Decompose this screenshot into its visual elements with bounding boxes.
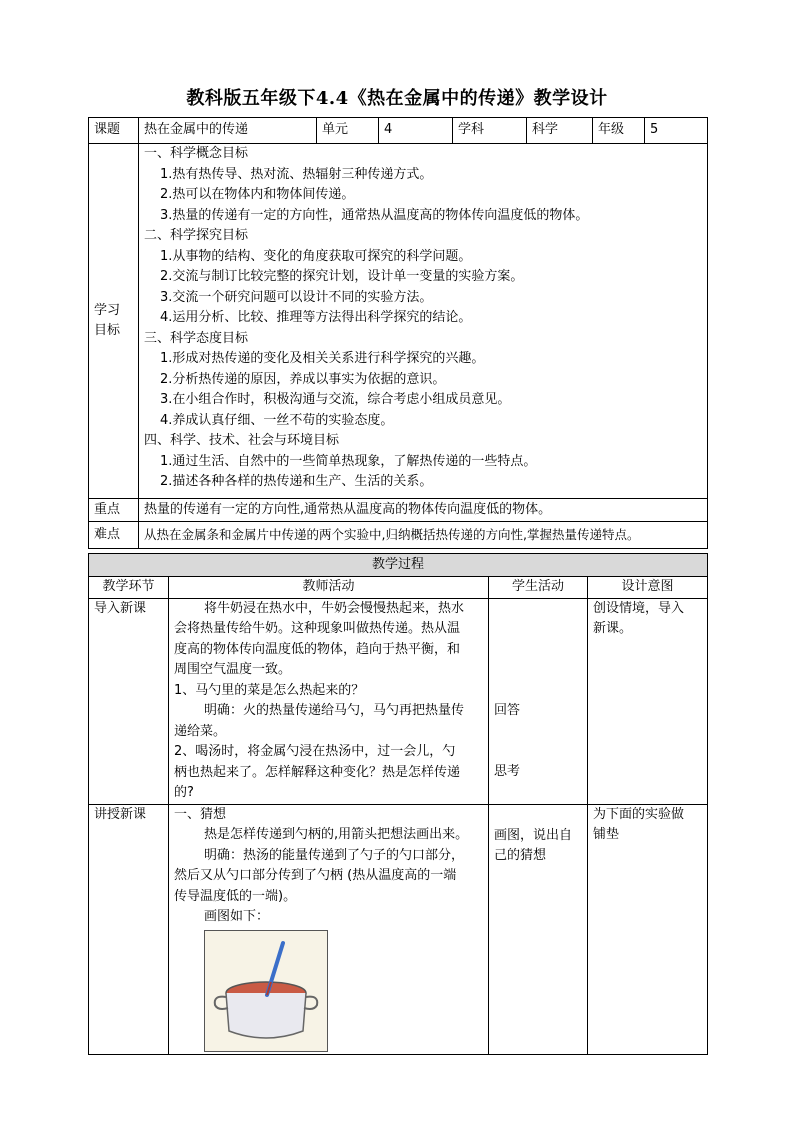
unit-label: 单元 — [317, 118, 379, 144]
intro-teacher-line: 递给菜。 — [174, 723, 227, 739]
subject-value: 科学 — [527, 118, 593, 144]
goals-cell-line: 4.运用分析、比较、推理等方法得出科学探究的结论。 — [160, 310, 472, 325]
lecture-student-line-2: 己的猜想 — [494, 848, 547, 863]
lecture-teacher-line: 然后又从勺口部分传到了勺柄 (热从温度高的一端 — [174, 868, 457, 883]
intro-intent-line-1: 创设情境，导入 — [593, 600, 685, 616]
col-student: 学生活动 — [489, 577, 588, 599]
key-value: 热量的传递有一定的方向性,通常热从温度高的物体传向温度低的物体。 — [139, 499, 708, 522]
intro-teacher-line: 度高的物体传向温度低的物体，趋向于热平衡，和 — [174, 641, 461, 657]
intro-teacher-line: 2、喝汤时，将金属勺浸在热汤中，过一会儿，勺 — [174, 744, 456, 759]
goals-cell-line: 2.描述各种各样的热传递和生产、生活的关系。 — [160, 474, 433, 489]
lecture-intent-line-2: 铺垫 — [593, 827, 620, 842]
goals-cell-line: 三、科学态度目标 — [144, 330, 249, 346]
intro-teacher-line: 柄也热起来了。怎样解释这种变化？热是怎样传递 — [174, 764, 461, 780]
page-title: 教科版五年级下4.4《热在金属中的传递》教学设计 — [186, 88, 608, 109]
teaching-process-table — [88, 553, 708, 1055]
goals-label — [89, 144, 139, 499]
goals-cell-line: 2.交流与制订比较完整的探究计划，设计单一变量的实验方案。 — [160, 269, 524, 284]
goals-cell-line: 4.养成认真仔细、一丝不苟的实验态度。 — [160, 412, 394, 428]
grade-value: 5 — [645, 118, 708, 144]
intro-teacher-activity — [169, 598, 489, 804]
intro-teacher-line: 将牛奶浸在热水中，牛奶会慢慢热起来，热水 — [204, 600, 465, 616]
difficulty-label: 难点 — [89, 522, 139, 549]
goals-cell-line: 3.在小组合作时，积极沟通与交流，综合考虑小组成员意见。 — [160, 392, 511, 407]
intro-teacher-line: 的? — [174, 785, 194, 800]
goals-cell-line: 四、科学、技术、社会与环境目标 — [144, 433, 340, 448]
lesson-label: 课题 — [89, 118, 139, 144]
lecture-student-line-1: 画图，说出自 — [494, 827, 573, 843]
goals-cell-line: 1.热有热传导、热对流、热辐射三种传递方式。 — [160, 166, 433, 182]
unit-value: 4 — [379, 118, 453, 144]
goals-content — [139, 144, 708, 499]
goals-cell-line: 2.热可以在物体内和物体间传递。 — [160, 187, 355, 202]
lecture-teacher-activity — [169, 804, 489, 1054]
grade-label: 年级 — [593, 118, 645, 144]
goals-cell-line: 2.分析热传递的原因，养成以事实为依据的意识。 — [160, 371, 446, 387]
lecture-stage: 讲授新课 — [89, 804, 169, 1054]
lecture-teacher-lines — [174, 805, 483, 928]
goals-cell-line: 1.从事物的结构、变化的角度获取可探究的科学问题。 — [160, 248, 472, 264]
lesson-value: 热在金属中的传递 — [139, 118, 317, 144]
lecture-teacher-line: 画图如下： — [204, 909, 270, 924]
col-teacher: 教师活动 — [169, 577, 489, 599]
goals-cell-line: 二、科学探究目标 — [144, 228, 249, 243]
goals-label-line-2: 目标 — [94, 323, 121, 338]
difficulty-value: 从热在金属条和金属片中传递的两个实验中,归纳概括热传递的方向性,掌握热量传递特点。 — [139, 522, 708, 549]
intro-teacher-line: 会将热量传给牛奶。这种现象叫做热传递。热从温 — [174, 621, 461, 636]
goals-cell-line: 一、科学概念目标 — [144, 146, 249, 161]
intro-stage: 导入新课 — [89, 598, 169, 804]
lecture-teacher-line: 明确：热汤的能量传递到了勺子的勺口部分， — [204, 847, 465, 863]
intro-teacher-line: 明确：火的热量传递给马勺，马勺再把热量传 — [204, 703, 465, 718]
lecture-teacher-line: 热是怎样传递到勺柄的,用箭头把想法画出来。 — [204, 827, 469, 842]
lecture-intent-line-1: 为下面的实验做 — [593, 806, 685, 822]
lesson-info-table — [88, 117, 708, 549]
intro-teacher-line: 周围空气温度一致。 — [174, 662, 292, 677]
intro-teacher-line: 1、马勺里的菜是怎么热起来的？ — [174, 682, 365, 698]
lecture-teacher-line: 一、猜想 — [174, 806, 227, 822]
lecture-student-activity — [489, 804, 588, 1054]
intro-student-think: 思考 — [494, 764, 521, 779]
goals-cell-line: 1.通过生活、自然中的一些简单热现象，了解热传递的一些特点。 — [160, 453, 537, 469]
intro-student-activity — [489, 598, 588, 804]
intro-design-intent — [588, 598, 708, 804]
lecture-design-intent — [588, 804, 708, 1054]
lecture-teacher-line: 传导温度低的一端)。 — [174, 888, 297, 904]
subject-label: 学科 — [453, 118, 527, 144]
goals-cell-line: 3.热量的传递有一定的方向性，通常热从温度高的物体传向温度低的物体。 — [160, 207, 589, 223]
soup-pot-drawing — [204, 930, 328, 1052]
col-intent: 设计意图 — [588, 577, 708, 599]
key-label: 重点 — [89, 499, 139, 522]
intro-intent-line-2: 新课。 — [593, 621, 633, 636]
goals-cell-line: 3.交流一个研究问题可以设计不同的实验方法。 — [160, 289, 433, 305]
intro-student-answer: 回答 — [494, 702, 521, 718]
pot-body — [226, 993, 306, 1038]
col-stage: 教学环节 — [89, 577, 169, 599]
process-header: 教学过程 — [89, 554, 708, 577]
goals-cell-line: 1.形成对热传递的变化及相关关系进行科学探究的兴趣。 — [160, 351, 485, 366]
goals-label-line-1: 学习 — [94, 302, 121, 318]
